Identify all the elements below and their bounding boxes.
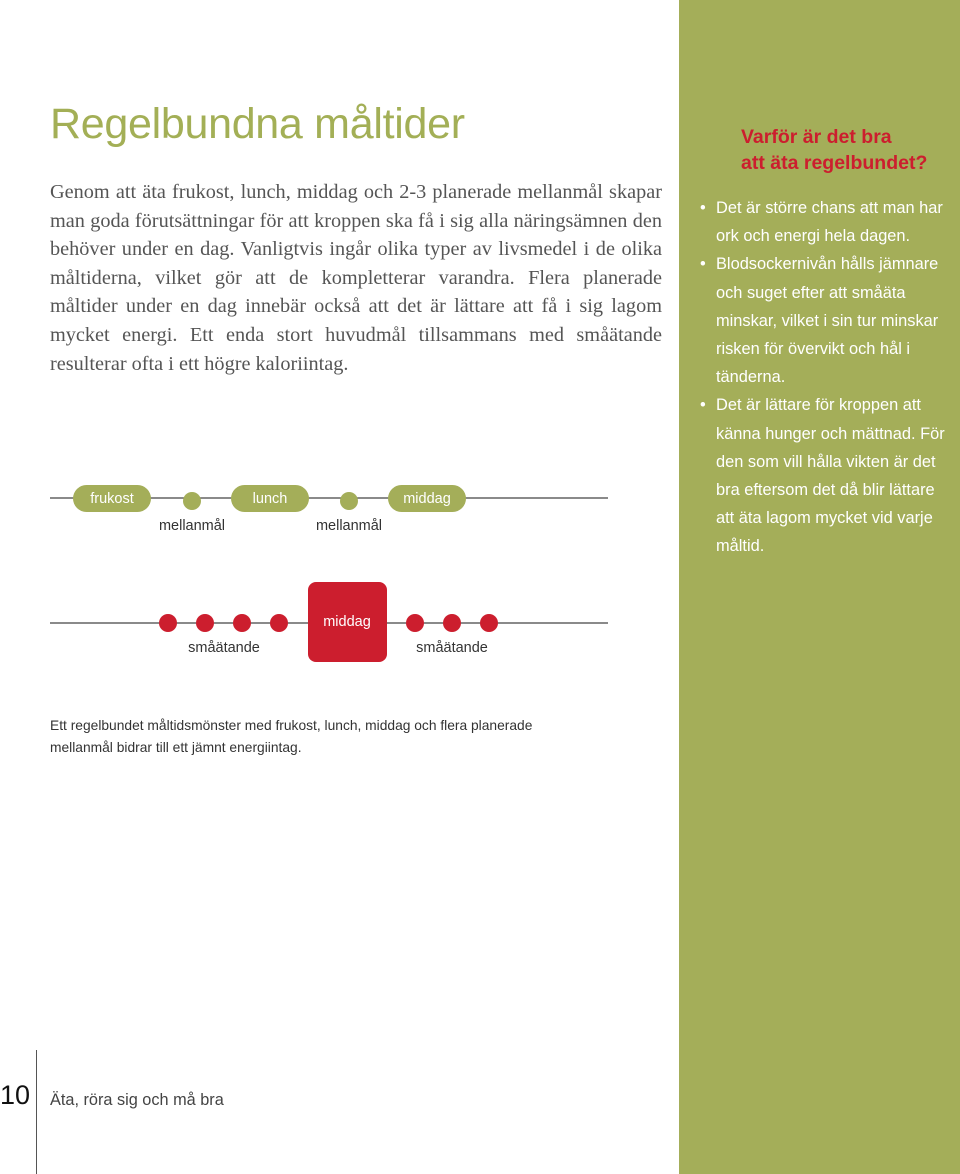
snack-dot xyxy=(233,614,251,632)
meal-label-lunch: lunch xyxy=(252,491,288,507)
snack-marker xyxy=(340,492,358,510)
sidebar-heading xyxy=(741,124,927,176)
sidebar-heading-line: Varför är det bra xyxy=(741,126,892,148)
sidebar-benefits-list xyxy=(700,194,946,561)
meal-pattern-diagram xyxy=(0,460,640,675)
snacking-label-left: småätande xyxy=(188,640,260,656)
snack-dot xyxy=(159,614,177,632)
snack-dot xyxy=(270,614,288,632)
sidebar-panel xyxy=(679,0,960,1174)
list-item: • Det är lättare för kroppen att känna hunger och mättnad. För den som vill hålla vikten är det bra eftersom det då blir lättare att äta lagom mycket vid varje måltid. xyxy=(700,391,946,560)
intro-paragraph: Genom att äta frukost, lunch, middag och 2-3 planerade mellanmål skapar man goda förutsättningar för att kroppen ska få i sig alla näringsämnen den behöver under en dag. Vanligtvis ingår olika typer av livsmedel i de olika måltiderna, vilket gör att de kompletterar varandra. Flera planerade måltider under en dag innebär också att det är lättare att få i sig lagom mycket energi. Ett enda stort huvudmål tillsammans med småätande resulterar ofta i ett högre kaloriintag. xyxy=(50,181,662,375)
page-number: 10 xyxy=(0,1080,31,1110)
meal-label-middag: middag xyxy=(403,491,451,507)
regular-pattern-diagram xyxy=(50,485,608,534)
snack-label: mellanmål xyxy=(158,518,226,534)
list-item: • Blodsockernivån hålls jämnare och suget efter att småäta minskar, vilket i sin tur minskar risken för övervikt och hål i tänderna. xyxy=(700,250,946,391)
footer-divider xyxy=(36,1050,37,1174)
diagram-caption: Ett regelbundet måltidsmönster med frukost, lunch, middag och flera planerade mellanmål bidrar till ett jämnt energiintag. xyxy=(50,718,533,755)
snack-dot xyxy=(443,614,461,632)
snack-dot xyxy=(480,614,498,632)
sidebar-heading-line: att äta regelbundet? xyxy=(741,152,928,174)
snack-dot xyxy=(406,614,424,632)
snacking-label-right: småätande xyxy=(416,640,488,656)
snack-dot xyxy=(196,614,214,632)
publication-title: Äta, röra sig och må bra xyxy=(50,1091,224,1109)
irregular-pattern-diagram xyxy=(50,582,608,662)
main-meal-label: middag xyxy=(323,614,371,630)
list-item: • Det är större chans att man har ork och energi hela dagen. xyxy=(700,194,946,250)
page-title: Regelbundna måltider xyxy=(50,100,465,148)
snack-label: mellanmål xyxy=(315,518,383,534)
meal-label-frukost: frukost xyxy=(90,491,134,507)
snack-marker xyxy=(183,492,201,510)
